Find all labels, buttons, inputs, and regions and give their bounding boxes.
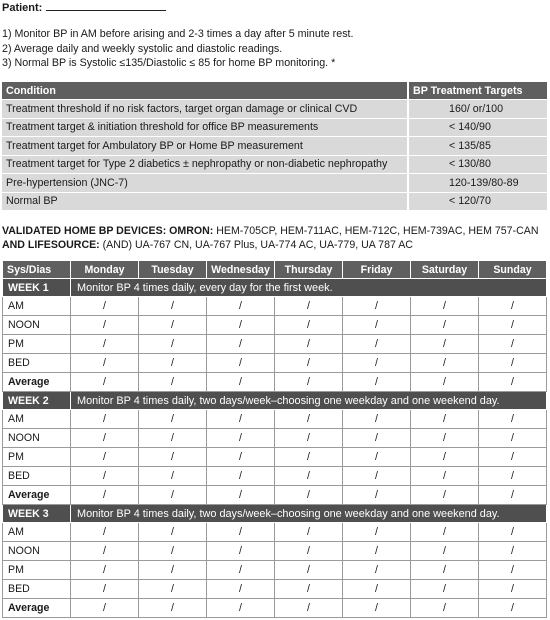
bp-entry-cell[interactable]: / (411, 316, 479, 335)
condition-text: Treatment target for Type 2 diabetics ± nephropathy or non-diabetic nephropathy (2, 156, 407, 174)
reading-time-label: BED (3, 467, 71, 486)
week-instruction: Monitor BP 4 times daily, every day for the first week. (71, 279, 547, 297)
condition-header: Condition (2, 82, 407, 99)
bp-entry-cell[interactable]: / (479, 542, 547, 561)
day-header-saturday: Saturday (411, 261, 479, 279)
patient-label: Patient: (2, 2, 43, 14)
reading-time-label: PM (3, 561, 71, 580)
bp-entry-cell[interactable]: / (343, 354, 411, 373)
bp-entry-cell[interactable]: / (71, 486, 139, 505)
reading-row (3, 429, 547, 448)
target-value: < 120/70 (407, 193, 547, 211)
instruction-item: 2) Average daily and weekly systolic and diastolic readings. (2, 42, 283, 55)
reading-row (3, 335, 547, 354)
bp-entry-cell[interactable]: / (71, 448, 139, 467)
bp-entry-cell[interactable]: / (71, 354, 139, 373)
reading-row (3, 542, 547, 561)
bp-entry-cell[interactable]: / (343, 580, 411, 599)
bp-entry-cell[interactable]: / (71, 373, 139, 392)
instruction-item: 1) Monitor BP in AM before arising and 2-3 times a day after 5 minute rest. (2, 28, 354, 40)
bp-entry-cell[interactable]: / (411, 580, 479, 599)
bp-entry-cell[interactable]: / (207, 467, 275, 486)
bp-entry-cell[interactable]: / (207, 486, 275, 505)
reading-row (3, 580, 547, 599)
bp-entry-cell[interactable]: / (479, 561, 547, 580)
bp-entry-cell[interactable]: / (139, 316, 207, 335)
target-value: 120-139/80-89 (407, 174, 547, 192)
bp-entry-cell[interactable]: / (207, 410, 275, 429)
reading-time-label: NOON (3, 316, 71, 335)
bp-entry-cell[interactable]: / (207, 316, 275, 335)
bp-entry-cell[interactable]: / (139, 297, 207, 316)
bp-entry-cell[interactable]: / (343, 599, 411, 618)
bp-entry-cell[interactable]: / (71, 542, 139, 561)
bp-entry-cell[interactable]: / (411, 335, 479, 354)
bp-entry-cell[interactable]: / (479, 599, 547, 618)
day-header-monday: Monday (71, 261, 139, 279)
condition-row (2, 119, 547, 137)
bp-entry-cell[interactable]: / (343, 523, 411, 542)
week-label: WEEK 2 (3, 392, 71, 410)
bp-entry-cell[interactable]: / (343, 467, 411, 486)
week-label: WEEK 1 (3, 279, 71, 297)
bp-entry-cell[interactable]: / (343, 373, 411, 392)
bp-targets-table (2, 81, 547, 211)
bp-entry-cell[interactable]: / (411, 429, 479, 448)
reading-row (3, 297, 547, 316)
bp-entry-cell[interactable]: / (207, 448, 275, 467)
week-label: WEEK 3 (3, 505, 71, 523)
bp-entry-cell[interactable]: / (207, 429, 275, 448)
bp-entry-cell[interactable]: / (411, 467, 479, 486)
bp-entry-cell[interactable]: / (139, 599, 207, 618)
condition-text: Treatment threshold if no risk factors, target organ damage or clinical CVD (2, 100, 407, 118)
day-header-sunday: Sunday (479, 261, 547, 279)
bp-entry-cell[interactable]: / (275, 542, 343, 561)
bp-entry-cell[interactable]: / (275, 354, 343, 373)
bp-entry-cell[interactable]: / (411, 373, 479, 392)
bp-entry-cell[interactable]: / (207, 523, 275, 542)
bp-entry-cell[interactable]: / (139, 542, 207, 561)
bp-entry-cell[interactable]: / (275, 316, 343, 335)
reading-row (3, 373, 547, 392)
week-row (3, 505, 547, 523)
reading-row (3, 467, 547, 486)
bp-entry-cell[interactable]: / (139, 335, 207, 354)
bp-entry-cell[interactable]: / (411, 542, 479, 561)
bp-entry-cell[interactable]: / (343, 486, 411, 505)
bp-entry-cell[interactable]: / (343, 542, 411, 561)
target-header: BP Treatment Targets (407, 82, 547, 99)
bp-entry-cell[interactable]: / (71, 335, 139, 354)
bp-entry-cell[interactable]: / (139, 354, 207, 373)
bp-entry-cell[interactable]: / (343, 448, 411, 467)
bp-entry-cell[interactable]: / (411, 448, 479, 467)
reading-time-label: PM (3, 448, 71, 467)
bp-entry-cell[interactable]: / (479, 523, 547, 542)
instruction-item: 3) Normal BP is Systolic ≤135/Diastolic ≤ 85 for home BP monitoring. * (2, 57, 336, 69)
target-value: < 130/80 (407, 156, 547, 174)
validated-devices (2, 224, 550, 252)
patient-name-line (46, 2, 166, 11)
bp-entry-cell[interactable]: / (275, 561, 343, 580)
day-header-wednesday: Wednesday (207, 261, 275, 279)
reading-time-label: NOON (3, 542, 71, 561)
bp-entry-cell[interactable]: / (139, 373, 207, 392)
week-row (3, 279, 547, 297)
bp-entry-cell[interactable]: / (411, 410, 479, 429)
target-value: < 135/85 (407, 137, 547, 155)
bp-targets-header (2, 82, 547, 99)
bp-entry-cell[interactable]: / (71, 467, 139, 486)
day-header-friday: Friday (343, 261, 411, 279)
bp-entry-cell[interactable]: / (479, 316, 547, 335)
reading-time-label: AM (3, 297, 71, 316)
day-header-tuesday: Tuesday (139, 261, 207, 279)
reading-row (3, 354, 547, 373)
condition-text: Treatment target for Ambulatory BP or Home BP measurement (2, 137, 407, 155)
reading-row (3, 561, 547, 580)
bp-entry-cell[interactable]: / (139, 410, 207, 429)
condition-row (2, 174, 547, 192)
bp-entry-cell[interactable]: / (71, 561, 139, 580)
bp-entry-cell[interactable]: / (479, 486, 547, 505)
devices-line-1 (2, 224, 550, 238)
reading-row (3, 316, 547, 335)
bp-entry-cell[interactable]: / (343, 335, 411, 354)
bp-entry-cell[interactable]: / (275, 523, 343, 542)
devices-line-2 (2, 238, 550, 252)
bp-entry-cell[interactable]: / (207, 561, 275, 580)
bp-entry-cell[interactable]: / (275, 429, 343, 448)
bp-entry-cell[interactable]: / (479, 354, 547, 373)
bp-entry-cell[interactable]: / (343, 561, 411, 580)
reading-row (3, 486, 547, 505)
bp-entry-cell[interactable]: / (139, 467, 207, 486)
bp-entry-cell[interactable]: / (343, 429, 411, 448)
bp-entry-cell[interactable]: / (207, 580, 275, 599)
devices-lifesource-heading: AND LIFESOURCE: (2, 239, 100, 251)
sys-dias-header: Sys/Dias (3, 261, 71, 279)
reading-time-label: PM (3, 335, 71, 354)
bp-entry-cell[interactable]: / (343, 410, 411, 429)
patient-field (2, 2, 166, 14)
reading-time-label: Average (3, 373, 71, 392)
bp-entry-cell[interactable]: / (411, 523, 479, 542)
bp-entry-cell[interactable]: / (411, 297, 479, 316)
log-header-row (3, 261, 547, 279)
bp-entry-cell[interactable]: / (139, 448, 207, 467)
bp-log-table (2, 260, 547, 618)
reading-time-label: BED (3, 354, 71, 373)
reading-row (3, 410, 547, 429)
reading-row (3, 599, 547, 618)
bp-entry-cell[interactable]: / (71, 429, 139, 448)
bp-entry-cell[interactable]: / (275, 467, 343, 486)
bp-entry-cell[interactable]: / (479, 335, 547, 354)
bp-entry-cell[interactable]: / (207, 354, 275, 373)
reading-row (3, 448, 547, 467)
day-header-thursday: Thursday (275, 261, 343, 279)
bp-entry-cell[interactable]: / (275, 448, 343, 467)
reading-time-label: BED (3, 580, 71, 599)
bp-entry-cell[interactable]: / (479, 467, 547, 486)
bp-entry-cell[interactable]: / (275, 410, 343, 429)
bp-entry-cell[interactable]: / (139, 486, 207, 505)
bp-entry-cell[interactable]: / (479, 429, 547, 448)
devices-omron-list: HEM-705CP, HEM-711AC, HEM-712C, HEM-739AC, HEM 757-CAN (213, 225, 539, 237)
bp-entry-cell[interactable]: / (479, 448, 547, 467)
target-value: 160/ or/100 (407, 100, 547, 118)
bp-entry-cell[interactable]: / (71, 316, 139, 335)
condition-text: Treatment target & initiation threshold for office BP measurements (2, 119, 407, 137)
target-value: < 140/90 (407, 119, 547, 137)
condition-row (2, 193, 547, 211)
bp-entry-cell[interactable]: / (275, 486, 343, 505)
bp-entry-cell[interactable]: / (343, 316, 411, 335)
bp-entry-cell[interactable]: / (411, 486, 479, 505)
reading-time-label: NOON (3, 429, 71, 448)
bp-entry-cell[interactable]: / (71, 410, 139, 429)
bp-entry-cell[interactable]: / (139, 561, 207, 580)
reading-time-label: Average (3, 486, 71, 505)
bp-entry-cell[interactable]: / (411, 561, 479, 580)
bp-entry-cell[interactable]: / (275, 599, 343, 618)
reading-row (3, 523, 547, 542)
bp-entry-cell[interactable]: / (71, 297, 139, 316)
condition-row (2, 100, 547, 118)
bp-entry-cell[interactable]: / (411, 354, 479, 373)
condition-text: Pre-hypertension (JNC-7) (2, 174, 407, 192)
bp-entry-cell[interactable]: / (479, 410, 547, 429)
bp-entry-cell[interactable]: / (275, 580, 343, 599)
reading-time-label: Average (3, 599, 71, 618)
bp-entry-cell[interactable]: / (479, 373, 547, 392)
bp-entry-cell[interactable]: / (207, 542, 275, 561)
bp-entry-cell[interactable]: / (207, 599, 275, 618)
bp-entry-cell[interactable]: / (71, 599, 139, 618)
bp-entry-cell[interactable]: / (207, 335, 275, 354)
bp-entry-cell[interactable]: / (207, 373, 275, 392)
devices-heading: VALIDATED HOME BP DEVICES: OMRON: (2, 225, 214, 237)
week-instruction: Monitor BP 4 times daily, two days/week–choosing one weekday and one weekend day. (71, 505, 547, 523)
bp-entry-cell[interactable]: / (479, 580, 547, 599)
bp-entry-cell[interactable]: / (139, 429, 207, 448)
bp-entry-cell[interactable]: / (207, 297, 275, 316)
bp-entry-cell[interactable]: / (275, 297, 343, 316)
devices-lifesource-list: (AND) UA-767 CN, UA-767 Plus, UA-774 AC, UA-779, UA 787 AC (99, 239, 413, 251)
bp-entry-cell[interactable]: / (343, 297, 411, 316)
bp-entry-cell[interactable]: / (71, 580, 139, 599)
bp-entry-cell[interactable]: / (71, 523, 139, 542)
bp-entry-cell[interactable]: / (139, 580, 207, 599)
bp-entry-cell[interactable]: / (275, 335, 343, 354)
bp-entry-cell[interactable]: / (479, 297, 547, 316)
week-row (3, 392, 547, 410)
condition-text: Normal BP (2, 193, 407, 211)
condition-row (2, 137, 547, 155)
reading-time-label: AM (3, 410, 71, 429)
condition-row (2, 156, 547, 174)
instructions-list (2, 27, 353, 71)
bp-entry-cell[interactable]: / (411, 599, 479, 618)
bp-entry-cell[interactable]: / (139, 523, 207, 542)
reading-time-label: AM (3, 523, 71, 542)
bp-entry-cell[interactable]: / (275, 373, 343, 392)
week-instruction: Monitor BP 4 times daily, two days/week–choosing one weekday and one weekend day. (71, 392, 547, 410)
